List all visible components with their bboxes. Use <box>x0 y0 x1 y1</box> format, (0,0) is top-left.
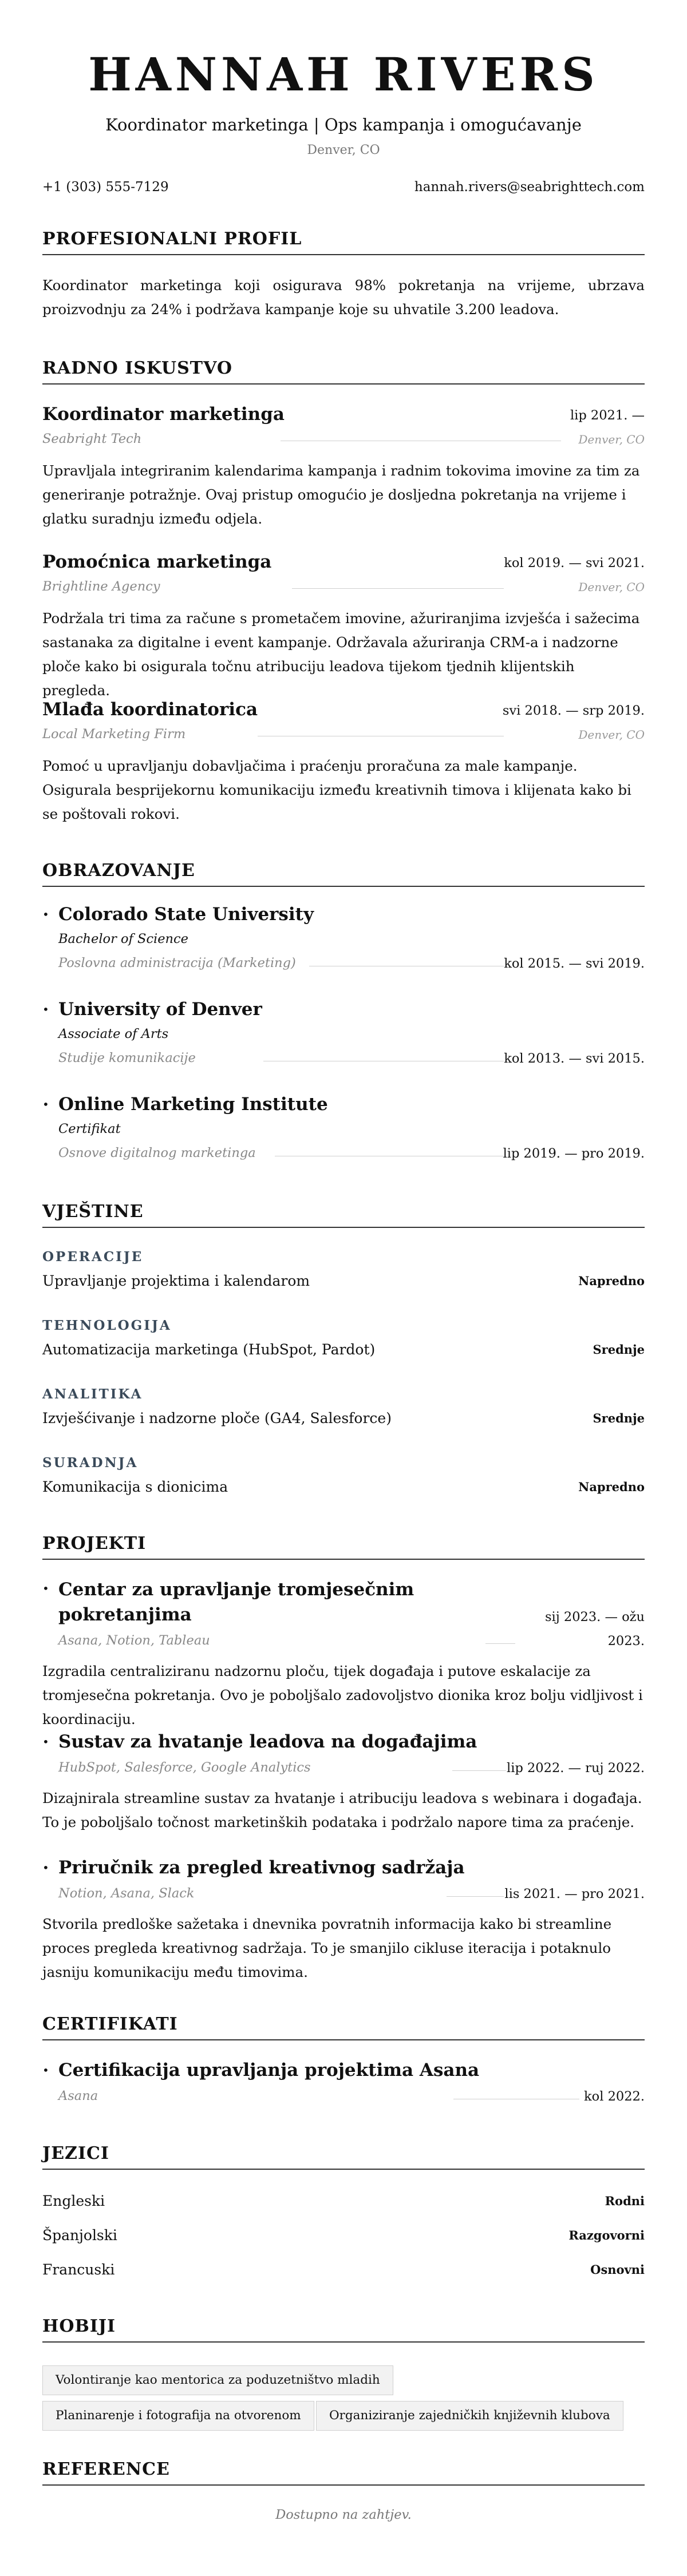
job-dates: kol 2019. — svi 2021. <box>504 556 645 570</box>
certificate-issuer: Asana <box>58 2088 98 2103</box>
job-description: Upravljala integriranim kalendarima kampanja i radnim tokovima imovine za tim za generiranje potražnje. Ovaj pristup omogućio je dosljedna pokretanja na vrijeme i glatku suradnju između odjela. <box>42 462 640 527</box>
project-description: Stvorila predloške sažetaka i dnevnika povratnih informacija kako bi streamline proces pregleda kreativnog sadržaja. To je smanjilo cikluse iteracija i potaknulo jasniju komunikaciju među timovima. <box>42 1916 612 1980</box>
language-name: Francuski <box>42 2261 115 2278</box>
project-dates: sij 2023. — ožu <box>545 1610 645 1624</box>
job-location: Denver, CO <box>578 728 645 742</box>
skill-level: Napredno <box>578 1274 645 1288</box>
project-dates: lis 2021. — pro 2021. <box>504 1887 645 1901</box>
job-company: Local Marketing Firm <box>42 727 186 742</box>
education-dates: kol 2015. — svi 2019. <box>504 956 645 971</box>
project-dates-continued: 2023. <box>607 1634 645 1648</box>
leader-line <box>447 1896 504 1897</box>
job-dates: lip 2021. — <box>570 408 645 423</box>
bullet-icon: • <box>42 1002 49 1016</box>
references-note: Dostupno na zahtjev. <box>275 2507 412 2522</box>
school-name: University of Denver <box>58 999 262 1020</box>
section-title-skills: VJEŠTINE <box>42 1200 645 1228</box>
job-description: Pomoć u upravljanju dobavljačima i praćenju proračuna za male kampanje. Osigurala besprijekornu komunikaciju između kreativnih timova i klijenata kako bi se poštovali rokovi. <box>42 758 631 822</box>
bullet-icon: • <box>42 1861 49 1874</box>
hobby-tag: Organiziranje zajedničkih književnih klubova <box>316 2401 623 2431</box>
certificate-date: kol 2022. <box>584 2089 645 2104</box>
job-location: Denver, CO <box>578 580 645 594</box>
project-title-continued: pokretanjima <box>58 1604 192 1625</box>
bullet-icon: • <box>42 2063 49 2077</box>
email-address[interactable]: hannah.rivers@seabrighttech.com <box>414 180 645 195</box>
field-of-study: Poslovna administracija (Marketing) <box>58 956 296 970</box>
language-level: Rodni <box>605 2194 645 2208</box>
job-company: Seabright Tech <box>42 431 142 446</box>
skill-name: Komunikacija s dionicima <box>42 1479 228 1495</box>
section-title-languages: JEZICI <box>42 2142 645 2170</box>
candidate-name: HANNAH RIVERS <box>88 47 599 101</box>
skill-category: ANALITIKA <box>42 1386 143 1402</box>
degree: Certifikat <box>58 1121 121 1136</box>
project-description: Dizajnirala streamline sustav za hvatanje i atribuciju leadova s webinara i događaja. To je poboljšalo točnost marketinških podataka i podržalo napore tima za praćenje. <box>42 1790 642 1830</box>
leader-line <box>452 1770 506 1771</box>
project-tech: Notion, Asana, Slack <box>58 1886 195 1901</box>
skill-name: Upravljanje projektima i kalendarom <box>42 1273 310 1289</box>
bullet-icon: • <box>42 1582 49 1595</box>
section-title-profile: PROFESIONALNI PROFIL <box>42 228 645 255</box>
job-description: Podržala tri tima za račune s prometačem imovine, ažuriranjima izvješća i sažecima sastanaka za digitalne i event kampanje. Održavala ažuriranja CRM-a i nadzorne ploče kako bi osigurala točnu atribuciju leadova tijekom tjednih klijentskih pregleda. <box>42 610 640 699</box>
section-title-projects: PROJEKTI <box>42 1532 645 1560</box>
project-title: Centar za upravljanje tromjesečnim <box>58 1579 414 1600</box>
bullet-icon: • <box>42 1097 49 1111</box>
skill-category: TEHNOLOGIJA <box>42 1318 172 1333</box>
school-name: Colorado State University <box>58 904 314 925</box>
job-title: Mlađa koordinatorica <box>42 699 258 720</box>
project-title: Sustav za hvatanje leadova na događajima <box>58 1731 477 1752</box>
education-dates: kol 2013. — svi 2015. <box>504 1051 645 1066</box>
project-dates: lip 2022. — ruj 2022. <box>507 1761 645 1776</box>
skill-name: Izvješćivanje i nadzorne ploče (GA4, Salesforce) <box>42 1410 392 1426</box>
skill-category: SURADNJA <box>42 1455 139 1471</box>
hobby-tag: Planinarenje i fotografija na otvorenom <box>42 2401 314 2431</box>
section-title-experience: RADNO ISKUSTVO <box>42 357 645 385</box>
section-title-hobbies: HOBIJI <box>42 2315 645 2343</box>
certificate-name: Certifikacija upravljanja projektima Asana <box>58 2060 480 2080</box>
phone-number[interactable]: +1 (303) 555-7129 <box>42 180 169 195</box>
project-description: Izgradila centraliziranu nadzornu ploču, tijek događaja i putove eskalacije za tromjesečna pokretanja. Ovo je poboljšalo zadovoljstvo dionika kroz bolju vidljivost i koordinaciju. <box>42 1663 643 1727</box>
language-name: Engleski <box>42 2193 105 2209</box>
hobby-tag: Volontiranje kao mentorica za poduzetništvo mladih <box>42 2365 393 2395</box>
leader-line <box>485 1643 515 1644</box>
skill-name: Automatizacija marketinga (HubSpot, Pardot) <box>42 1341 376 1358</box>
education-dates: lip 2019. — pro 2019. <box>503 1146 645 1161</box>
section-title-education: OBRAZOVANJE <box>42 859 645 887</box>
language-name: Španjolski <box>42 2227 117 2244</box>
project-tech: Asana, Notion, Tableau <box>58 1633 210 1648</box>
degree: Bachelor of Science <box>58 932 188 946</box>
job-location: Denver, CO <box>578 433 645 446</box>
job-dates: svi 2018. — srp 2019. <box>502 703 645 718</box>
profile-summary: Koordinator marketinga koji osigurava 98% pokretanja na vrijeme, ubrzava proizvodnju za 24% i podržava kampanje koje su uhvatile 3.200 leadova. <box>42 277 645 318</box>
bullet-icon: • <box>42 1735 49 1749</box>
degree: Associate of Arts <box>58 1027 169 1041</box>
skill-category: OPERACIJE <box>42 1249 144 1265</box>
project-tech: HubSpot, Salesforce, Google Analytics <box>58 1760 311 1775</box>
candidate-location: Denver, CO <box>307 143 380 157</box>
field-of-study: Osnove digitalnog marketinga <box>58 1146 256 1160</box>
section-title-certificates: CERTIFIKATI <box>42 2013 645 2040</box>
school-name: Online Marketing Institute <box>58 1094 328 1115</box>
skill-level: Srednje <box>593 1411 645 1425</box>
bullet-icon: • <box>42 907 49 921</box>
leader-line <box>292 588 504 589</box>
section-title-references: REFERENCE <box>42 2458 645 2486</box>
job-title: Koordinator marketinga <box>42 404 285 425</box>
job-company: Brightline Agency <box>42 579 160 594</box>
project-title: Priručnik za pregled kreativnog sadržaja <box>58 1857 465 1878</box>
skill-level: Napredno <box>578 1480 645 1494</box>
candidate-tagline: Koordinator marketinga | Ops kampanja i omogućavanje <box>105 115 582 134</box>
skill-level: Srednje <box>593 1342 645 1357</box>
job-title: Pomoćnica marketinga <box>42 552 272 572</box>
language-level: Osnovni <box>590 2262 645 2277</box>
language-level: Razgovorni <box>568 2228 645 2242</box>
field-of-study: Studije komunikacije <box>58 1051 196 1065</box>
